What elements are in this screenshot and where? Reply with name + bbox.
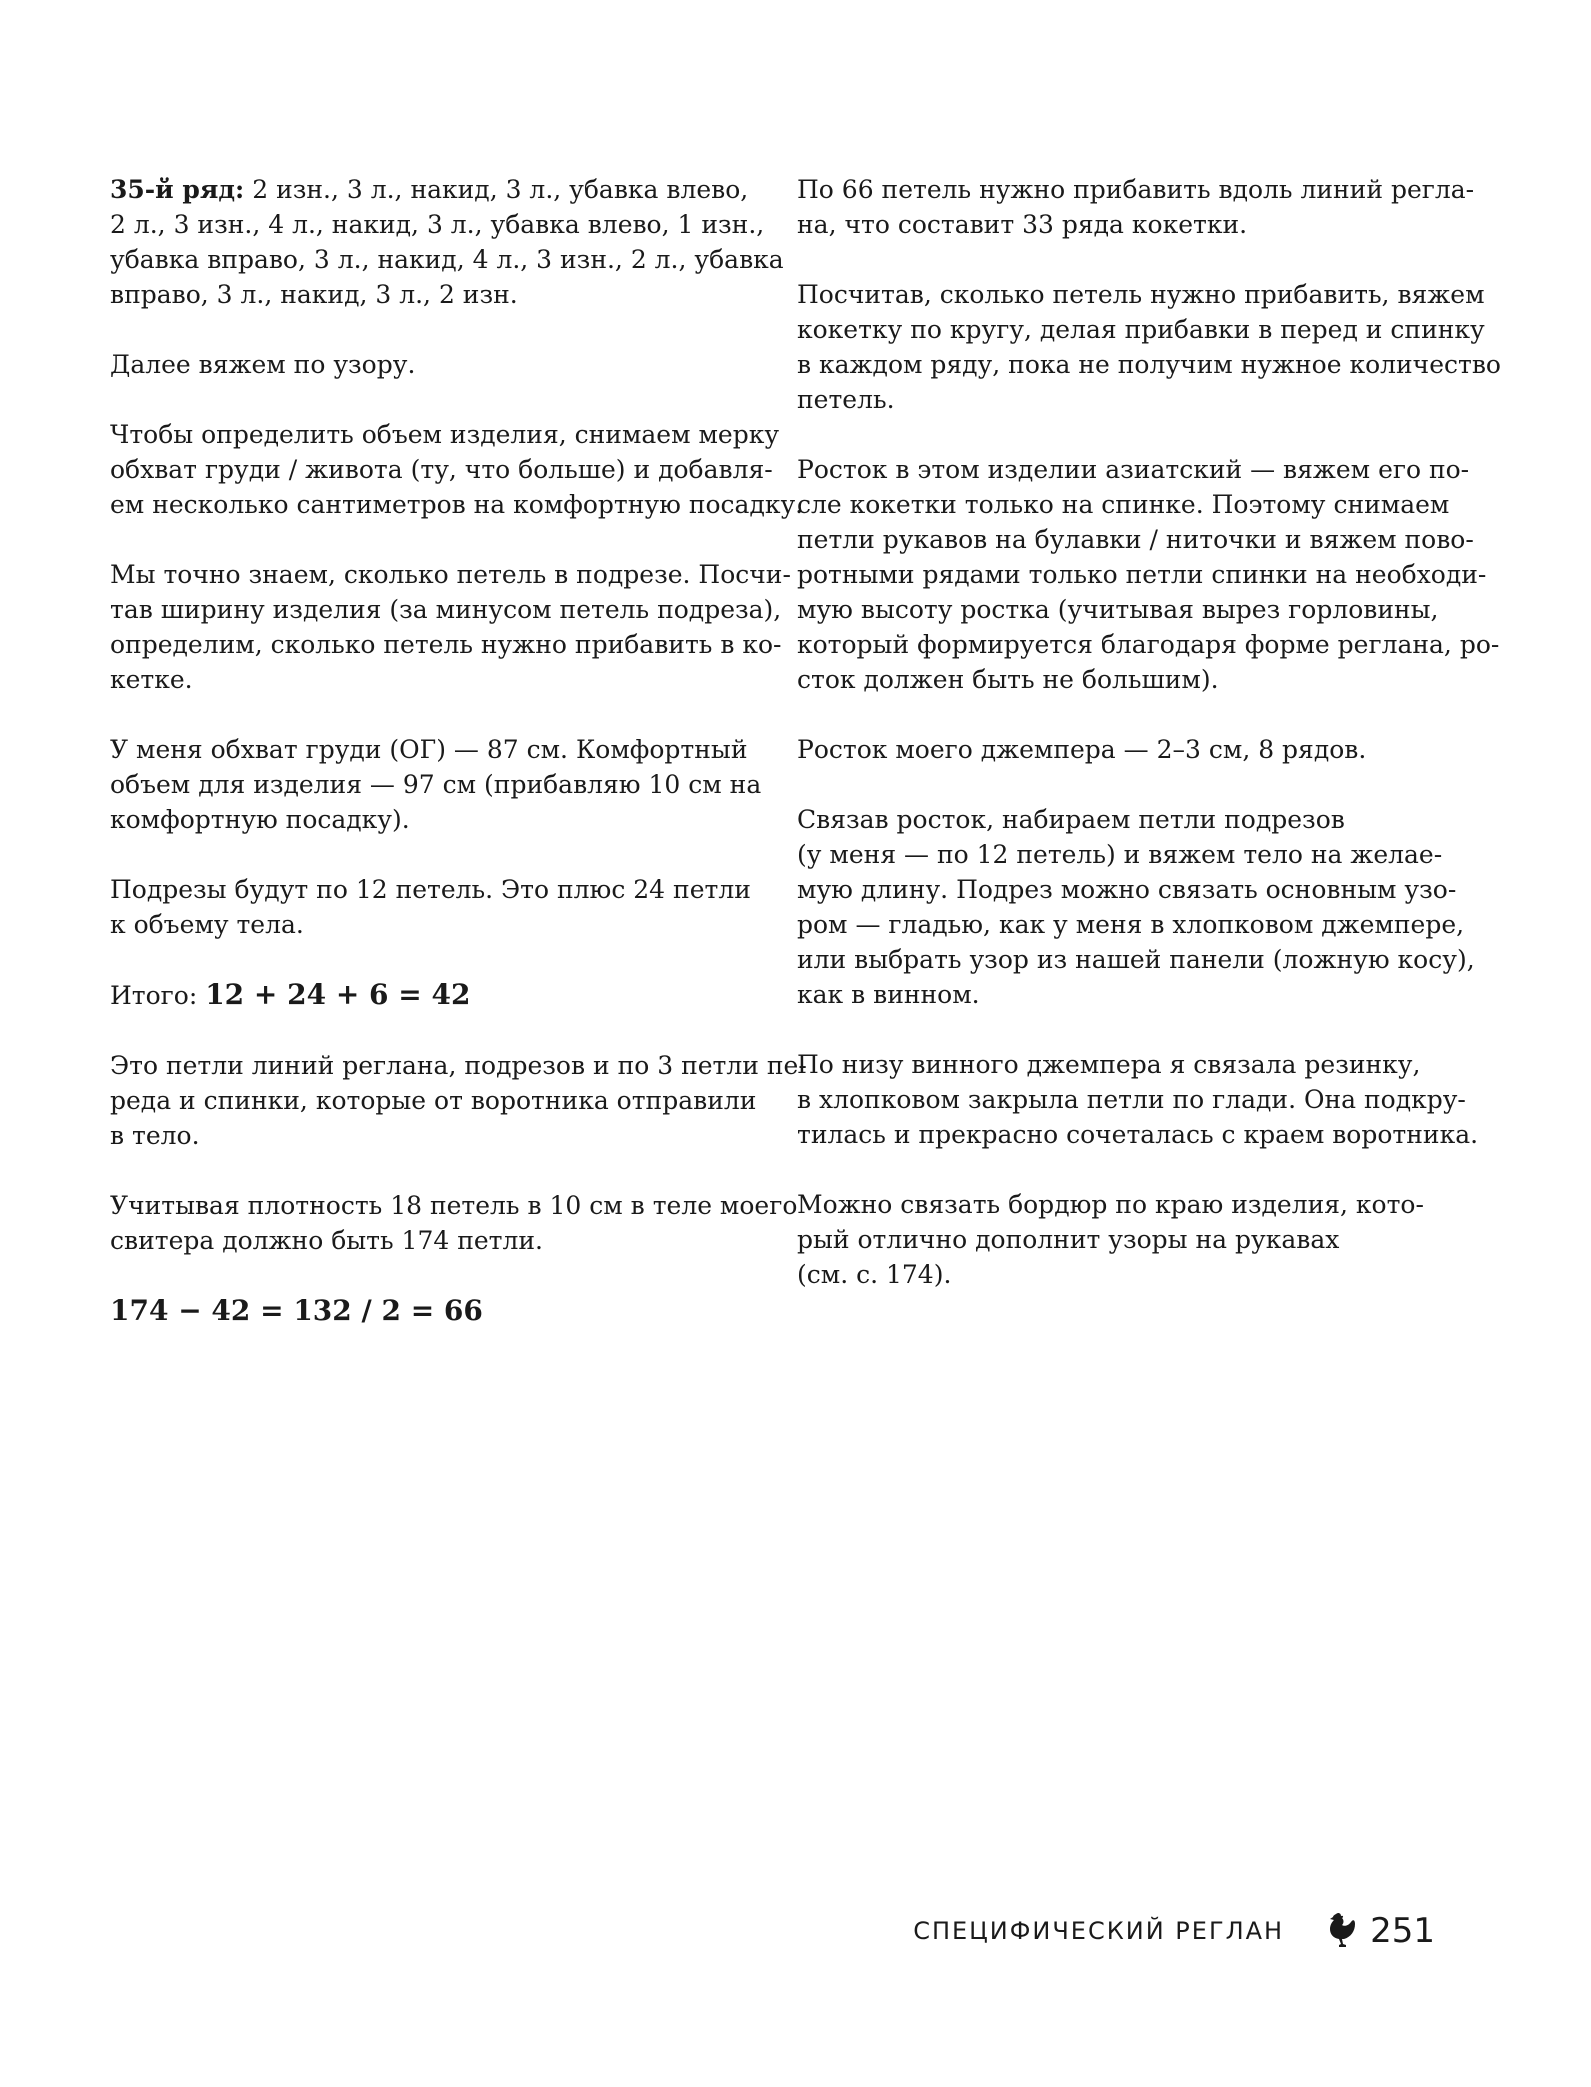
paragraph-hem	[797, 1047, 1479, 1152]
hen-icon	[1322, 1911, 1356, 1951]
text-line: Подрезы будут по 12 петель. Это плюс 24 петли	[110, 875, 751, 904]
page-number: 251	[1370, 1911, 1435, 1951]
text-line: Это петли линий реглана, подрезов и по 3 петли пе-	[110, 1051, 807, 1080]
text-line	[110, 977, 750, 1013]
text-line: мую длину. Подрез можно связать основным узо-	[797, 875, 1457, 904]
text-line: сток должен быть не большим).	[797, 665, 1219, 694]
section-title: СПЕЦИФИЧЕСКИЙ РЕГЛАН	[913, 1917, 1285, 1945]
text-line: на, что составит 33 ряда кокетки.	[797, 210, 1248, 239]
text-line: сле кокетки только на спинке. Поэтому снимаем	[797, 490, 1450, 519]
total-formula: 12 + 24 + 6 = 42	[205, 978, 471, 1011]
text-line: (см. с. 174).	[797, 1260, 952, 1289]
text-line: петли рукавов на булавки / ниточки и вяжем пово-	[797, 525, 1474, 554]
row-35-line-3: убавка вправо, 3 л., накид, 4 л., 3 изн., 2 л., убавка	[110, 245, 784, 274]
text-line: (у меня — по 12 петель) и вяжем тело на желае-	[797, 840, 1443, 869]
row-35-label: 35-й ряд:	[110, 175, 245, 204]
total-line	[110, 977, 750, 1013]
text-line: мую высоту ростка (учитывая вырез горловины,	[797, 595, 1439, 624]
page-footer	[913, 1906, 1435, 1956]
row-35-line-2: 2 л., 3 изн., 4 л., накид, 3 л., убавка влево, 1 изн.,	[110, 210, 765, 239]
text-line: который формируется благодаря форме реглана, ро-	[797, 630, 1500, 659]
text-line: Чтобы определить объем изделия, снимаем мерку	[110, 420, 780, 449]
paragraph-chest	[110, 732, 762, 837]
left-column	[110, 172, 807, 1363]
text-line: свитера должно быть 174 петли.	[110, 1226, 543, 1255]
text-line: Росток моего джемпера — 2–3 см, 8 рядов.	[797, 735, 1367, 764]
row-35-instructions	[110, 172, 784, 312]
text-line: к объему тела.	[110, 910, 304, 939]
paragraph-density	[110, 1188, 798, 1258]
paragraph-border	[797, 1187, 1437, 1292]
text-line: кокетку по кругу, делая прибавки в перед и спинку	[797, 315, 1485, 344]
paragraph-back-rise	[797, 452, 1500, 697]
text-line: определим, сколько петель нужно прибавить в ко-	[110, 630, 782, 659]
text-line: тилась и прекрасно сочеталась с краем воротника.	[797, 1120, 1479, 1149]
paragraph-volume	[110, 417, 804, 522]
text-line: По 66 петель нужно прибавить вдоль линий регла-	[797, 175, 1475, 204]
text-line: реда и спинки, которые от воротника отправили	[110, 1086, 757, 1115]
paragraph-rise-size	[797, 732, 1437, 767]
text-line: Росток в этом изделии азиатский — вяжем его по-	[797, 455, 1470, 484]
text-line: объем для изделия — 97 см (прибавляю 10 см на	[110, 770, 762, 799]
text-line: петель.	[797, 385, 895, 414]
text-line: Учитывая плотность 18 петель в 10 см в теле моего	[110, 1191, 798, 1220]
formula-stitches	[110, 1293, 750, 1328]
text-line: в хлопковом закрыла петли по глади. Она подкру-	[797, 1085, 1466, 1114]
text-line: как в винном.	[797, 980, 980, 1009]
row-35-line-1: 35-й ряд: 2 изн., 3 л., накид, 3 л., убавка влево,	[110, 175, 749, 204]
paragraph-count	[110, 557, 791, 697]
paragraph-body	[797, 802, 1475, 1012]
text-line: в каждом ряду, пока не получим нужное количество	[797, 350, 1501, 379]
text-line: или выбрать узор из нашей панели (ложную косу),	[797, 945, 1475, 974]
text-line: обхват груди / живота (ту, что больше) и добавля-	[110, 455, 773, 484]
text-line: Далее вяжем по узору.	[110, 350, 416, 379]
text-line: ром — гладью, как у меня в хлопковом джемпере,	[797, 910, 1465, 939]
text-line: рый отлично дополнит узоры на рукавах	[797, 1225, 1340, 1254]
text-line: в тело.	[110, 1121, 200, 1150]
paragraph-raglan	[110, 1048, 807, 1153]
paragraph-pattern	[110, 347, 750, 382]
text-line: ротными рядами только петли спинки на необходи-	[797, 560, 1487, 589]
row-35-line-4: вправо, 3 л., накид, 3 л., 2 изн.	[110, 280, 518, 309]
text-line: кетке.	[110, 665, 193, 694]
text-line: ем несколько сантиметров на комфортную посадку.	[110, 490, 804, 519]
text-line: комфортную посадку).	[110, 805, 410, 834]
paragraph-gussets	[110, 872, 750, 942]
paragraph-raglan-increase	[797, 172, 1475, 242]
text-line: Связав росток, набираем петли подрезов	[797, 805, 1345, 834]
text-line: тав ширину изделия (за минусом петель подреза),	[110, 595, 782, 624]
paragraph-yoke	[797, 277, 1501, 417]
text-line: Можно связать бордюр по краю изделия, кото-	[797, 1190, 1424, 1219]
text-line: У меня обхват груди (ОГ) — 87 см. Комфортный	[110, 735, 748, 764]
text-line: По низу винного джемпера я связала резинку,	[797, 1050, 1421, 1079]
total-label: Итого:	[110, 981, 206, 1010]
right-column	[797, 172, 1501, 1327]
text-line: 174 − 42 = 132 / 2 = 66	[110, 1294, 483, 1327]
text-line: Посчитав, сколько петель нужно прибавить, вяжем	[797, 280, 1485, 309]
text-line: Мы точно знаем, сколько петель в подрезе. Посчи-	[110, 560, 791, 589]
